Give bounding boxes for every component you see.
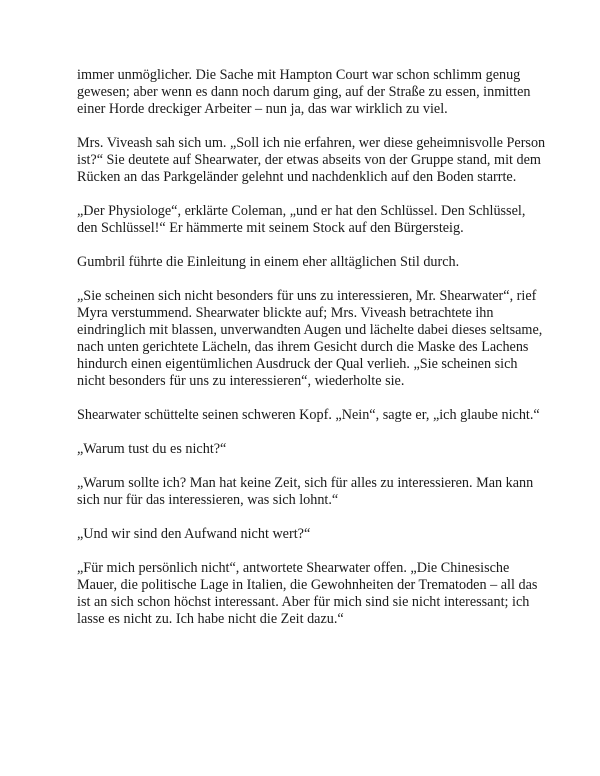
paragraph-6: Shearwater schüttelte seinen schweren Kopf. „Nein“, sagte er, „ich glaube nicht.“: [77, 407, 540, 423]
paragraph-7: „Warum tust du es nicht?“: [77, 441, 227, 457]
paragraph-1: immer unmöglicher. Die Sache mit Hampton Court war schon schlimm genug gewesen; aber wenn es dann noch darum ging, auf der Straße zu essen, inmitten einer Horde dreckiger Arbeiter – nun ja, das war wirklich zu viel.: [77, 67, 531, 117]
paragraph-9: „Und wir sind den Aufwand nicht wert?“: [77, 526, 311, 542]
paragraph-8: „Warum sollte ich? Man hat keine Zeit, sich für alles zu interessieren. Man kann sich nur für das interessieren, was sich lohnt.“: [77, 475, 534, 508]
paragraph-5: „Sie scheinen sich nicht besonders für uns zu interessieren, Mr. Shearwater“, rief Myra verstummend. Shearwater blickte auf; Mrs. Viveash betrachtete ihn eindringlich mit blassen, unverwandten Augen und lächelte dabei dieses seltsame, nach unten gerichtete Lächeln, das ihrem Gesicht durch die Maske des Lachens hindurch einen eigentümlichen Ausdruck der Qual verlieh. „Sie scheinen sich nicht besonders für uns zu interessieren“, wiederholte sie.: [77, 288, 543, 389]
paragraph-3: „Der Physiologe“, erklärte Coleman, „und er hat den Schlüssel. Den Schlüssel, den Schlüssel!“ Er hämmerte mit seinem Stock auf den Bürgersteig.: [77, 203, 526, 236]
paragraph-10: „Für mich persönlich nicht“, antwortete Shearwater offen. „Die Chinesische Mauer, die politische Lage in Italien, die Gewohnheiten der Trematoden – all das ist an sich schon höchst interessant. Aber für mich sind sie nicht interessant; ich lasse es nicht zu. Ich habe nicht die Zeit dazu.“: [77, 560, 538, 627]
paragraph-2: Mrs. Viveash sah sich um. „Soll ich nie erfahren, wer diese geheimnisvolle Person ist?“ Sie deutete auf Shearwater, der etwas abseits von der Gruppe stand, mit dem Rücken an das Parkgeländer gelehnt und nachdenklich auf den Boden starrte.: [77, 135, 546, 185]
text-body: [77, 67, 547, 645]
paragraph-4: Gumbril führte die Einleitung in einem eher alltäglichen Stil durch.: [77, 254, 460, 270]
